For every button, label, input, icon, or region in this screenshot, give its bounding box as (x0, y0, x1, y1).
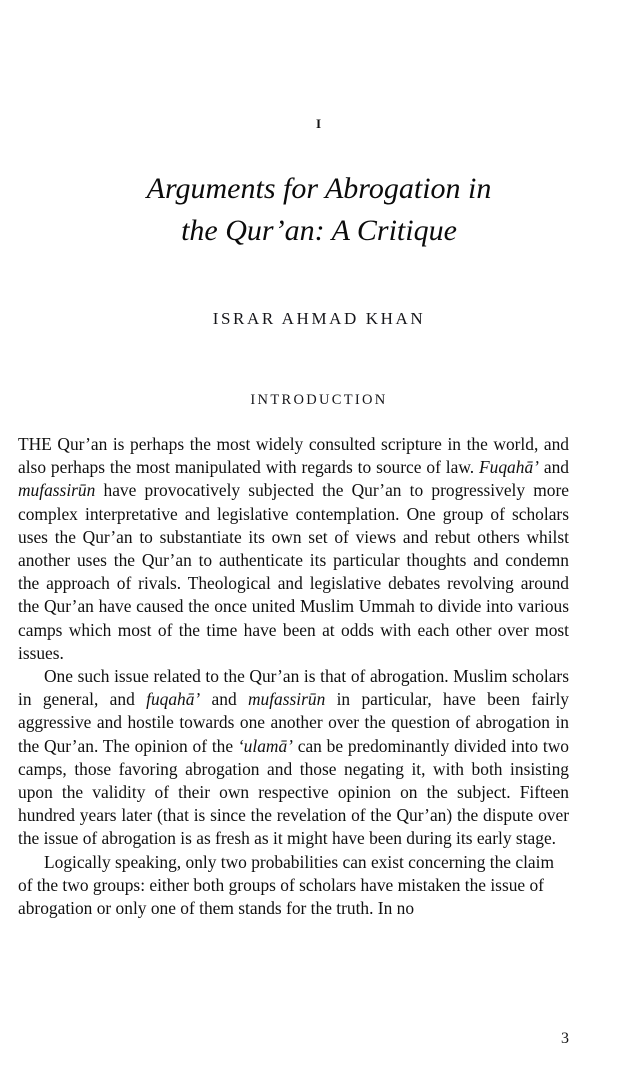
text-run: and (538, 457, 569, 478)
text-run: can be predominantly divided into two camps, those favoring abrogation and those negating it, with both insisting upon the validity of their own respective opinion on the subject. Fifteen hundred years later (that is since the revelation of the Qur’an) the dispute over the issue of abrogation is as fresh as it might have been during its early stage. (18, 735, 569, 849)
text-run: and (200, 689, 248, 710)
section-heading-introduction: INTRODUCTION (250, 392, 388, 408)
text-run: THE Qur’an is perhaps the most widely consulted scripture in the world, and also perhaps the most manipulated with regards to source of law. (18, 434, 569, 478)
italic-term: Fuqahā’ (479, 457, 539, 478)
text-run: Logically speaking, only two probabilities can exist concerning the claim of the two groups: either both groups of scholars have mistaken the issue of abrogation or only one of them stands for the truth. In no (18, 851, 554, 919)
page-title-line-1: Arguments for Abrogation in (146, 172, 492, 205)
italic-term: ‘ulamā’ (237, 735, 293, 756)
page-title-line-2: the Qur’an: A Critique (181, 214, 457, 247)
author-name: ISRAR AHMAD KHAN (212, 309, 426, 328)
body-text (18, 433, 569, 920)
text-run: One such issue related to the Qur’an is that of abrogation. Muslim scholars in general, and (18, 666, 569, 710)
para-3 (18, 851, 569, 921)
italic-term: mufassirūn (247, 689, 326, 710)
para-2 (18, 665, 569, 851)
italic-term: mufassirūn (18, 480, 96, 501)
text-run: in particular, have been fairly aggressive and hostile towards one another over the question of abrogation in the Qur’an. The opinion of the (18, 689, 569, 756)
text-run: have provocatively subjected the Qur’an to progressively more complex interpretative and legislative contemplation. One group of scholars uses the Qur’an to substantiate its own set of views and rebut others whilst another uses the Qur’an to authenticate its particular thoughts and condemn the approach of rivals. Theological and legislative debates revolving around the Qur’an have caused the once united Muslim Ummah to divide into various camps which most of the time have been at odds with each other over most issues. (18, 480, 569, 663)
italic-term: fuqahā’ (146, 689, 201, 710)
page-title (60, 168, 578, 252)
para-1 (18, 433, 569, 665)
page-number: 3 (561, 1030, 569, 1047)
chapter-number: I (315, 116, 323, 131)
